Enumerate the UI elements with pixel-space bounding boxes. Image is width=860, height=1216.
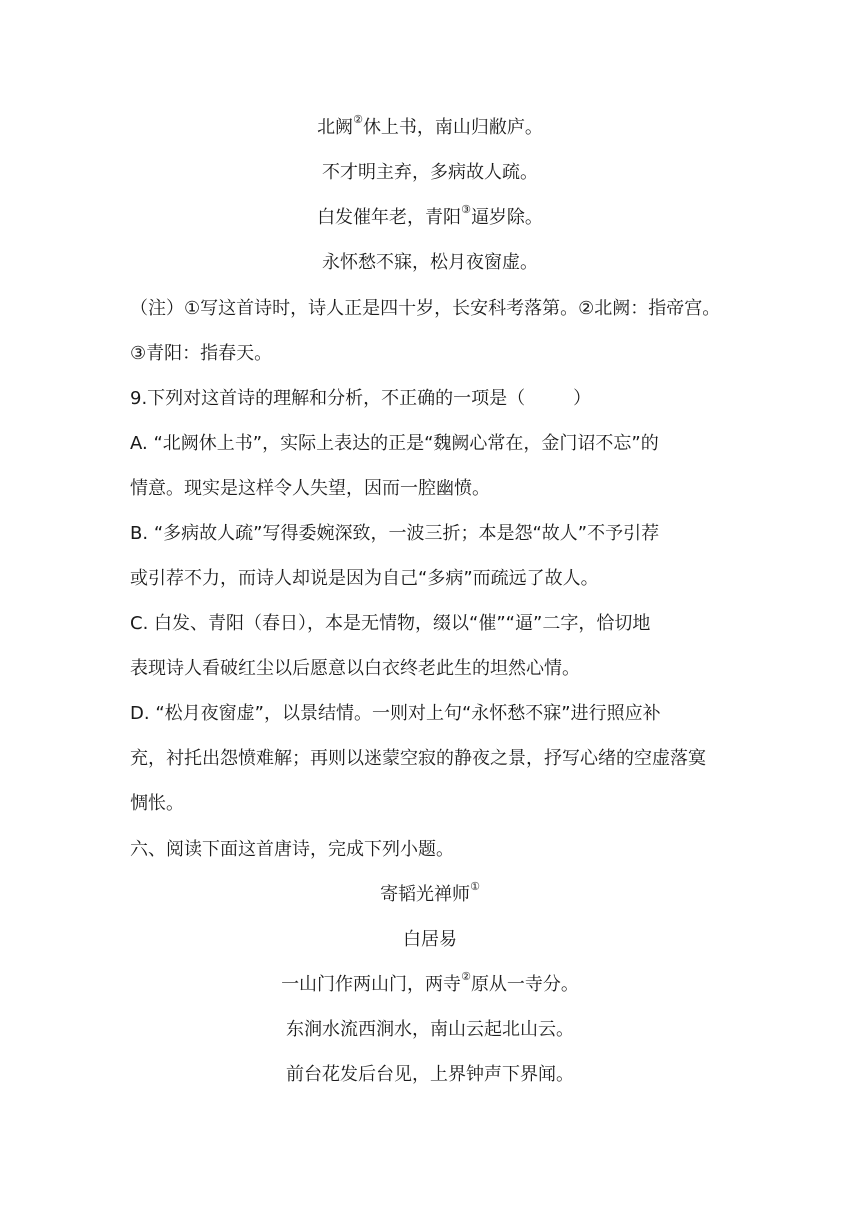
poem-text: 白发催年老，青阳 [317, 207, 462, 228]
option-c-line-2: 表现诗人看破红尘以后愿意以白衣终老此生的坦然心情。 [130, 658, 580, 679]
poem2-line-2 [0, 1018, 860, 1042]
poem-text: 一山门作两山门，两寺 [281, 974, 462, 995]
poem2-title [0, 880, 860, 907]
poem2-line-1 [0, 970, 860, 997]
poem-text: 永怀愁不寐，松月夜窗虚。 [322, 252, 538, 273]
option-letter: C. [130, 613, 149, 634]
question-text: ） [573, 388, 592, 409]
poem1-line-1 [0, 113, 860, 140]
option-a-line-2: 情意。现实是这样令人失望，因而一腔幽愤。 [130, 478, 490, 499]
poem2-line-3 [0, 1063, 860, 1087]
footnote-marker: ② [461, 970, 471, 983]
notes-line-1: （注）①写这首诗时，诗人正是四十岁，长安科考落第。②北阙：指帝宫。 [130, 298, 721, 319]
footnote-marker: ③ [461, 203, 471, 216]
poem1-line-4 [0, 251, 860, 275]
option-b-line-1 [130, 522, 750, 546]
poem-text: 前台花发后台见，上界钟声下界闻。 [286, 1064, 574, 1085]
option-text: “北阙休上书”，实际上表达的正是“魏阙心常在，金门诏不忘”的 [153, 433, 659, 454]
poem-text: 逼岁除。 [470, 207, 543, 228]
option-b-line-2: 或引荐不力，而诗人却说是因为自己“多病”而疏远了故人。 [130, 568, 599, 589]
option-d-line-1 [130, 702, 750, 726]
option-letter: A. [130, 433, 148, 454]
poem-title-text: 寄韬光禅师 [380, 884, 471, 905]
option-text: “松月夜窗虚”，以景结情。一则对上句“永怀愁不寐”进行照应补 [155, 703, 661, 724]
section-6-heading: 六、阅读下面这首唐诗，完成下列小题。 [130, 839, 454, 860]
poem-text: 原从一寺分。 [470, 974, 579, 995]
option-text: 白发、青阳（春日），本是无情物，缀以“催”“逼”二字，恰切地 [154, 613, 651, 634]
option-a-line-1 [130, 432, 750, 456]
poem1-line-2 [0, 161, 860, 185]
poem2-author: 白居易 [403, 929, 457, 950]
footnote-marker: ① [470, 880, 480, 893]
poem-text: 东涧水流西涧水，南山云起北山云。 [286, 1019, 574, 1040]
notes-line-2: ③青阳：指春天。 [130, 343, 273, 364]
poem1-line-3 [0, 203, 860, 230]
option-d-line-3: 惆怅。 [130, 793, 184, 814]
footnote-marker: ② [353, 113, 363, 126]
option-c-line-1 [130, 612, 750, 636]
question-9-stem [130, 387, 750, 411]
question-text: 9.下列对这首诗的理解和分析，不正确的一项是（ [130, 388, 526, 409]
option-letter: B. [130, 523, 149, 544]
option-text: “多病故人疏”写得委婉深致，一波三折；本是怨“故人”不予引荐 [153, 523, 660, 544]
option-d-line-2: 充，衬托出怨愤难解；再则以迷蒙空寂的静夜之景，抒写心绪的空虚落寞 [130, 748, 706, 769]
option-letter: D. [130, 703, 150, 724]
poem-text: 北阙 [317, 117, 354, 138]
poem-text: 不才明主弃，多病故人疏。 [322, 162, 538, 183]
poem-text: 休上书，南山归敝庐。 [362, 117, 543, 138]
